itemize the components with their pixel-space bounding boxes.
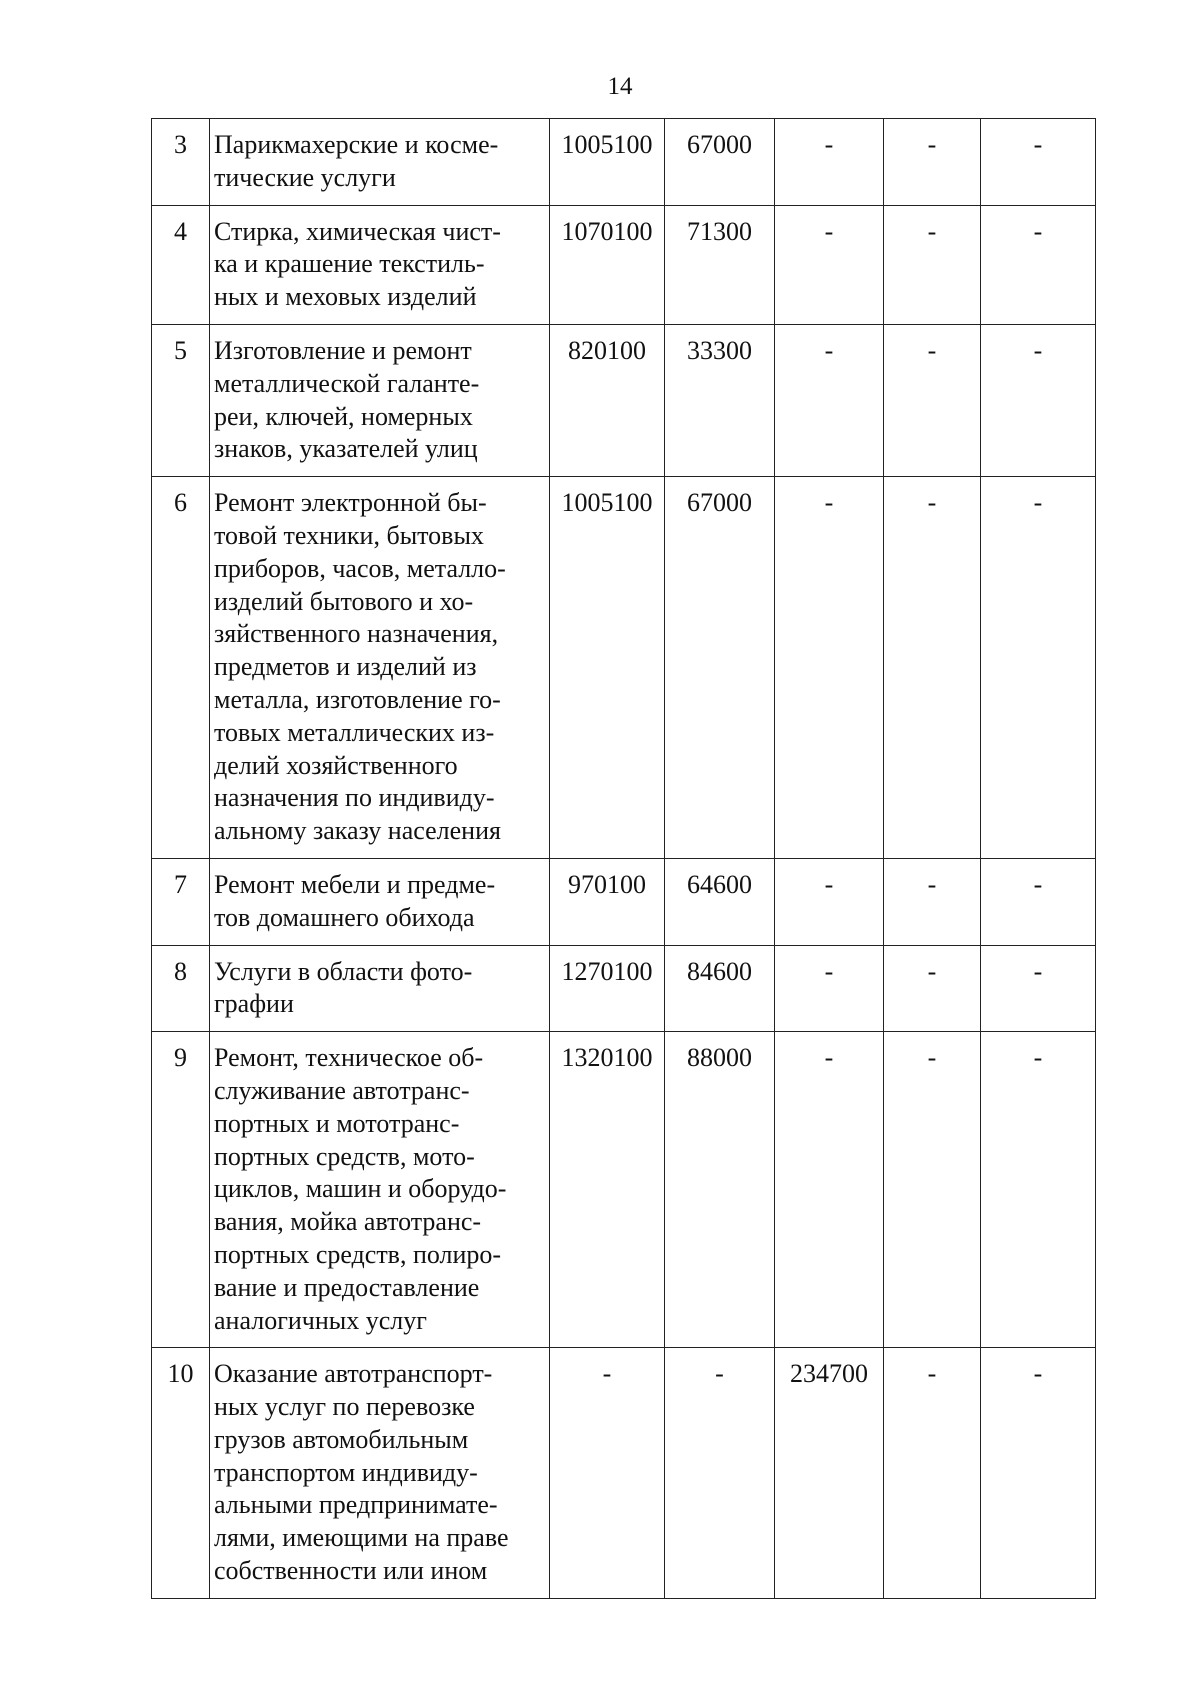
value-col-2: 64600	[665, 858, 775, 945]
service-name-line: приборов, часов, металло-	[214, 553, 506, 583]
service-name-line: зяйственного назначения,	[214, 619, 499, 649]
table-row	[152, 205, 1096, 324]
value-col-5: -	[981, 324, 1096, 476]
value-col-3: -	[775, 477, 884, 859]
table-row	[152, 945, 1096, 1032]
value-col-2: 33300	[665, 324, 775, 476]
service-name-line: альными предпринимате-	[214, 1490, 498, 1520]
service-name-line: Ремонт мебели и предме-	[214, 869, 496, 899]
service-name-line: Ремонт электронной бы-	[214, 488, 487, 518]
service-name-line: транспортом индивиду-	[214, 1457, 478, 1487]
service-name-line: ных услуг по перевозке	[214, 1392, 475, 1422]
service-name-line: ка и крашение текстиль-	[214, 249, 485, 279]
service-name-line: Изготовление и ремонт	[214, 335, 472, 365]
value-col-1: 1070100	[550, 205, 665, 324]
value-col-3: -	[775, 324, 884, 476]
value-col-3: -	[775, 1032, 884, 1348]
value-col-5: -	[981, 477, 1096, 859]
value-col-2: 84600	[665, 945, 775, 1032]
value-col-5: -	[981, 119, 1096, 206]
service-name-line: товых металлических из-	[214, 717, 495, 747]
service-name-line: изделий бытового и хо-	[214, 586, 474, 616]
service-name-line: Ремонт, техническое об-	[214, 1043, 484, 1073]
row-number: 3	[152, 119, 210, 206]
service-name	[210, 1348, 550, 1599]
service-name-line: Оказание автотранспорт-	[214, 1359, 493, 1389]
service-name-line: собственности или ином	[214, 1556, 488, 1586]
service-name-line: грузов автомобильным	[214, 1424, 469, 1454]
value-col-1: 1270100	[550, 945, 665, 1032]
table-row	[152, 477, 1096, 859]
value-col-2: -	[665, 1348, 775, 1599]
value-col-2: 71300	[665, 205, 775, 324]
service-name-line: предметов и изделий из	[214, 652, 477, 682]
service-name-line: служивание автотранс-	[214, 1075, 470, 1105]
row-number: 8	[152, 945, 210, 1032]
value-col-5: -	[981, 205, 1096, 324]
value-col-1: 1320100	[550, 1032, 665, 1348]
service-name-line: циклов, машин и оборудо-	[214, 1174, 507, 1204]
service-name	[210, 945, 550, 1032]
table-row	[152, 324, 1096, 476]
table-row	[152, 1348, 1096, 1599]
service-name-line: назначения по индивиду-	[214, 783, 495, 813]
value-col-3: 234700	[775, 1348, 884, 1599]
value-col-1: 1005100	[550, 477, 665, 859]
value-col-4: -	[884, 1032, 981, 1348]
value-col-2: 88000	[665, 1032, 775, 1348]
value-col-3: -	[775, 205, 884, 324]
value-col-1: 970100	[550, 858, 665, 945]
service-name-line: реи, ключей, номерных	[214, 401, 473, 431]
table-row	[152, 858, 1096, 945]
value-col-5: -	[981, 945, 1096, 1032]
value-col-5: -	[981, 1032, 1096, 1348]
table-body	[152, 119, 1096, 1599]
service-name-line: портных средств, полиро-	[214, 1239, 502, 1269]
value-col-1: -	[550, 1348, 665, 1599]
table-row	[152, 119, 1096, 206]
value-col-5: -	[981, 1348, 1096, 1599]
service-name-line: вания, мойка автотранс-	[214, 1207, 482, 1237]
value-col-2: 67000	[665, 119, 775, 206]
service-name-line: Парикмахерские и косме-	[214, 130, 499, 159]
service-name	[210, 324, 550, 476]
service-name-line: тов домашнего обихода	[214, 902, 475, 932]
row-number: 10	[152, 1348, 210, 1599]
row-number: 9	[152, 1032, 210, 1348]
service-name-line: графии	[214, 989, 294, 1019]
service-name-line: тические услуги	[214, 162, 396, 192]
row-number: 7	[152, 858, 210, 945]
service-name-line: лями, имеющими на праве	[214, 1523, 509, 1553]
service-name-line: делий хозяйственного	[214, 750, 458, 780]
service-name-line: Стирка, химическая чист-	[214, 216, 501, 246]
service-name-line: металлической галанте-	[214, 368, 480, 398]
row-number: 5	[152, 324, 210, 476]
service-name-line: металла, изготовление го-	[214, 684, 501, 714]
service-name-line: вание и предоставление	[214, 1272, 480, 1302]
value-col-4: -	[884, 1348, 981, 1599]
value-col-5: -	[981, 858, 1096, 945]
service-name	[210, 858, 550, 945]
service-name-line: портных средств, мото-	[214, 1141, 475, 1171]
service-name-line: Услуги в области фото-	[214, 956, 473, 986]
service-name-line: портных и мототранс-	[214, 1108, 460, 1138]
page-number: 14	[607, 73, 633, 100]
value-col-1: 1005100	[550, 119, 665, 206]
value-col-3: -	[775, 945, 884, 1032]
row-number: 4	[152, 205, 210, 324]
value-col-2: 67000	[665, 477, 775, 859]
value-col-4: -	[884, 205, 981, 324]
value-col-1: 820100	[550, 324, 665, 476]
value-col-4: -	[884, 324, 981, 476]
value-col-3: -	[775, 119, 884, 206]
value-col-4: -	[884, 858, 981, 945]
value-col-4: -	[884, 477, 981, 859]
value-col-4: -	[884, 119, 981, 206]
service-name-line: аналогичных услуг	[214, 1305, 427, 1335]
row-number: 6	[152, 477, 210, 859]
service-name	[210, 205, 550, 324]
service-name-line: ных и меховых изделий	[214, 282, 477, 312]
service-name	[210, 477, 550, 859]
service-name	[210, 1032, 550, 1348]
service-name	[210, 119, 550, 206]
service-name-line: знаков, указателей улиц	[214, 434, 478, 464]
service-name-line: альному заказу населения	[214, 816, 501, 846]
value-col-3: -	[775, 858, 884, 945]
value-col-4: -	[884, 945, 981, 1032]
services-table	[151, 118, 1096, 1599]
service-name-line: товой техники, бытовых	[214, 520, 484, 550]
table-row	[152, 1032, 1096, 1348]
